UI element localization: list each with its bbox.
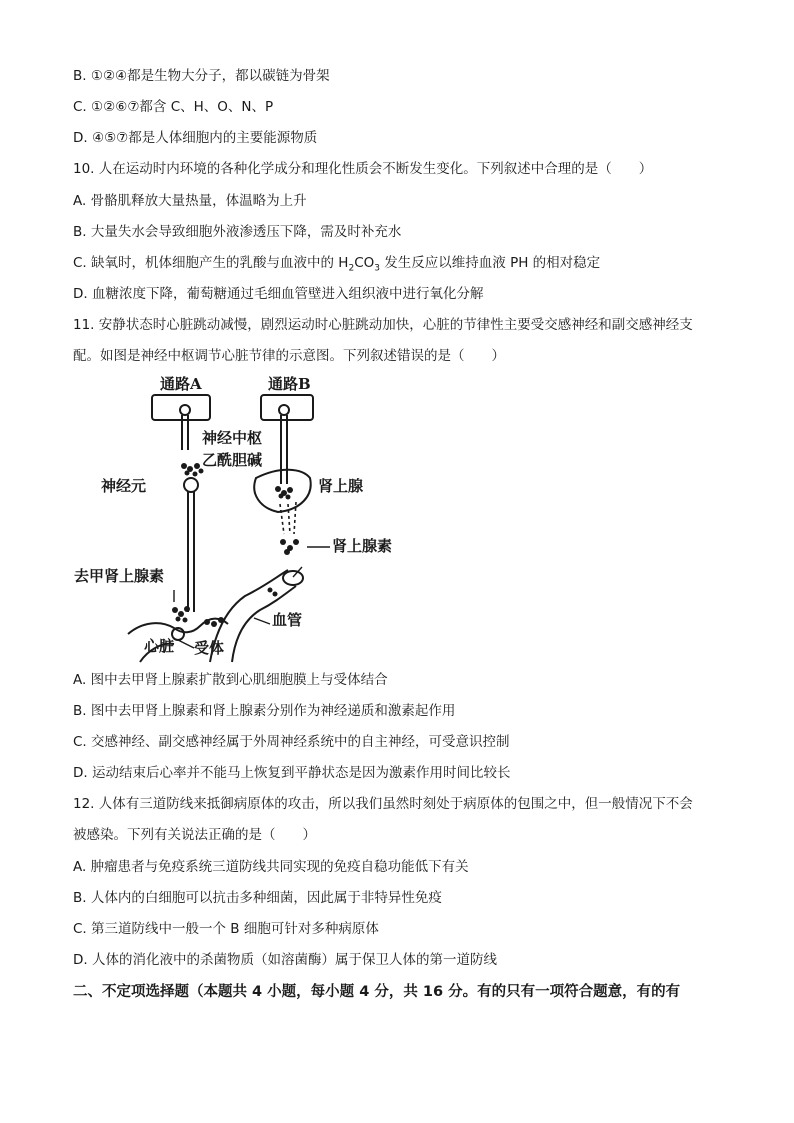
secretion-arrows [280,502,296,534]
label-blood-vessel: 血管 [272,611,303,629]
q12-option-d: D. 人体的消化液中的杀菌物质（如溶菌酶）属于保卫人体的第一道防线 [73,952,497,968]
q12-option-b: B. 人体内的白细胞可以抗击多种细菌，因此属于非特异性免疫 [73,890,442,906]
label-heart: 心脏 [144,637,175,655]
q9-option-b: B. ①②④都是生物大分子，都以碳链为骨架 [73,68,330,84]
leader-receptor [178,640,194,648]
label-neuron: 神经元 [101,477,147,495]
label-acetylcholine: 乙酰胆碱 [202,451,263,469]
q11-stem-line1: 11. 安静状态时心脏跳动减慢，剧烈运动时心脏跳动加快，心脏的节律性主要受交感神经和副交感神经支 [73,317,693,333]
label-nerve-center: 神经中枢 [202,429,263,447]
q11-option-b: B. 图中去甲肾上腺素和肾上腺素分别作为神经递质和激素起作用 [73,703,456,719]
neuron-axon [188,491,194,612]
q11-option-a: A. 图中去甲肾上腺素扩散到心肌细胞膜上与受体结合 [73,672,388,688]
q10-stem: 10. 人在运动时内环境的各种化学成分和理化性质会不断发生变化。下列叙述中合理的是（ ） [73,161,653,177]
label-adrenaline: 肾上腺素 [332,537,393,555]
neuron-body [184,478,198,492]
q10-option-a: A. 骨骼肌释放大量热量，体温略为上升 [73,193,307,209]
pathway-b-axon [281,415,287,484]
pathway-a-soma [180,405,190,415]
q10-option-d: D. 血糖浓度下降，葡萄糖通过毛细血管壁进入组织液中进行氧化分解 [73,286,484,302]
q12-stem-line1: 12. 人体有三道防线来抵御病原体的攻击，所以我们虽然时刻处于病原体的包围之中，但一般情况下不会 [73,796,693,812]
vessel-opening [283,571,303,585]
pathway-b-soma [279,405,289,415]
label-noradrenaline: 去甲肾上腺素 [74,567,165,585]
q12-stem-line2: 被感染。下列有关说法正确的是（ ） [73,827,316,843]
heart-rhythm-diagram [70,372,410,664]
q10-option-c: C. 缺氧时，机体细胞产生的乳酸与血液中的 $H_2CO_3$ 发生反应以维持血液 PH 的相对稳定 [73,255,601,274]
q11-stem-line2: 配。如图是神经中枢调节心脏节律的示意图。下列叙述错误的是（ ） [73,348,505,364]
q11-option-c: C. 交感神经、副交感神经属于外周神经系统中的自主神经，可受意识控制 [73,734,510,750]
q12-option-a: A. 肿瘤患者与免疫系统三道防线共同实现的免疫自稳功能低下有关 [73,859,469,875]
label-adrenal-gland: 肾上腺 [318,477,364,495]
q10-option-b: B. 大量失水会导致细胞外液渗透压下降，需及时补充水 [73,224,402,240]
leader-blood-vessel [254,618,270,624]
label-pathway-b: 通路B [268,375,311,393]
section-heading: 二、不定项选择题（本题共 4 小题，每小题 4 分，共 16 分。有的只有一项符合题意，有的有 [73,984,681,1000]
q11-option-d: D. 运动结束后心率并不能马上恢复到平静状态是因为激素作用时间比较长 [73,765,511,781]
q9-option-c: C. ①②⑥⑦都含 C、H、O、N、P [73,99,274,115]
q12-option-c: C. 第三道防线中一般一个 B 细胞可针对多种病原体 [73,921,379,937]
q9-option-d: D. ④⑤⑦都是人体细胞内的主要能源物质 [73,130,318,146]
label-receptor: 受体 [194,639,225,657]
label-pathway-a: 通路A [160,375,202,393]
diagram-drawing [70,372,410,664]
